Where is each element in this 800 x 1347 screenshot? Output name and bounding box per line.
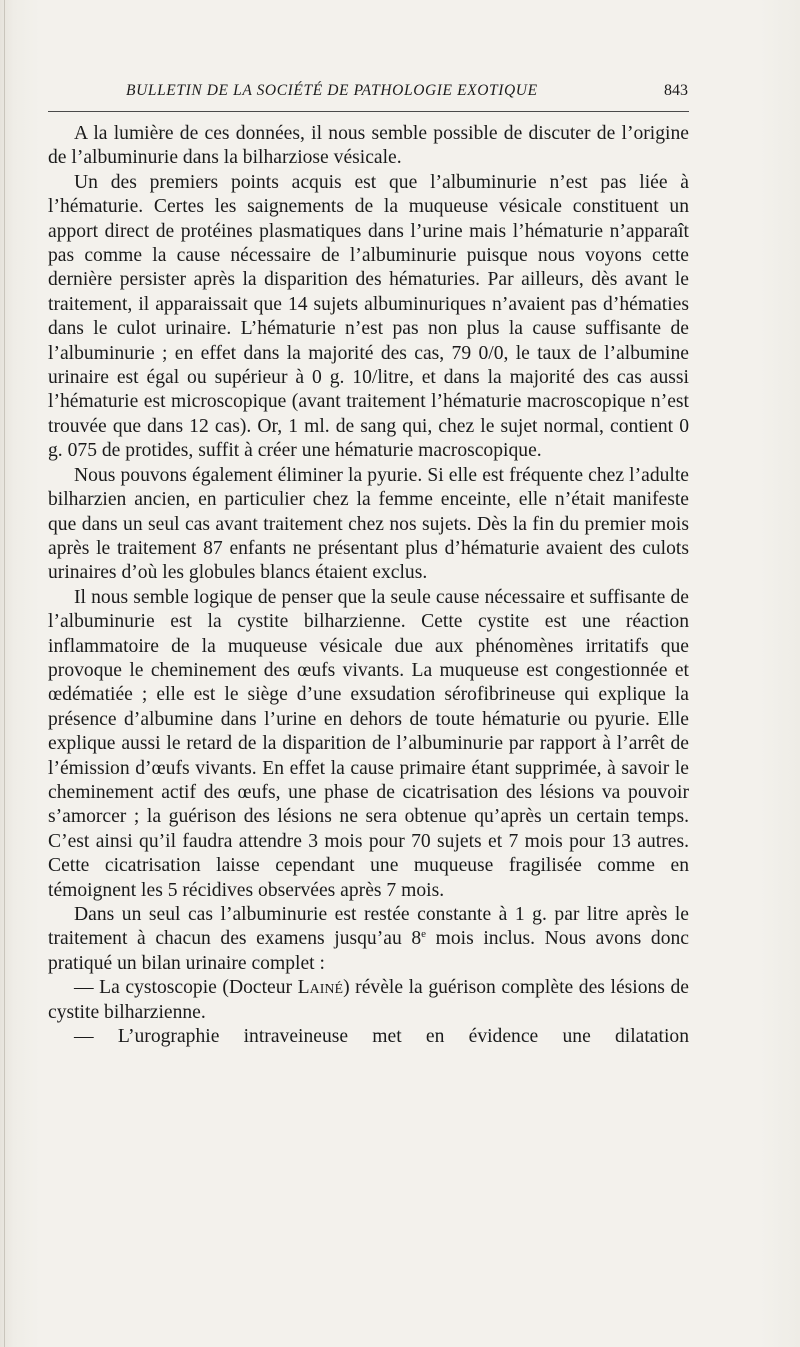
paragraph-text: mois inclus. Nous avons donc pratiqué un bilan urinaire complet : [48,928,689,974]
binding-gutter-line [4,0,5,1347]
ordinal-superscript: e [421,928,427,941]
paragraph-text: ) révèle la guérison complète des lésions de cystite bilharzienne. [48,977,690,1023]
author-name-small-caps: Lainé [297,977,344,999]
page-number: 843 [664,82,688,99]
running-header [48,82,688,104]
paragraph: A la lumière de ces données, il nous semble possible de discuter de l’origine de l’albuminurie dans la bilharziose vésicale. [48,123,689,169]
paragraph-text: Dans un seul cas l’albuminurie est restée constante à 1 g. par litre après le traitement à chacun des examens jusqu’au 8 [48,904,689,950]
paragraph: — L’urographie intraveineuse met en évidence une dilatation [74,1026,689,1048]
journal-running-title: BULLETIN DE LA SOCIÉTÉ DE PATHOLOGIE EXOTIQUE [126,82,538,99]
paragraph: Un des premiers points acquis est que l’albuminurie n’est pas liée à l’hématurie. Certes les saignements de la muqueuse vésicale constituent un apport direct de protéines plasmatiques dans l’urine mais l’hématurie n’apparaît pas comme la cause nécessaire de l’albuminurie puisque nous voyons cette dernière persister après la disparition des hématuries. Par ailleurs, dès avant le traitement, il apparaissait que 14 sujets albuminuriques n’avaient pas d’hématies dans le culot urinaire. L’hématurie n’est pas non plus la cause suffisante de l’albuminurie ; en effet dans la majorité des cas, 79 0/0, le taux de l’albumine urinaire est égal ou supérieur à 0 g. 10/litre, et dans la majorité des cas aussi l’hématurie est microscopique (avant traitement l’hématurie macroscopique n’est trouvée que dans 12 cas). Or, 1 ml. de sang qui, chez le sujet normal, contient 0 g. 075 de protides, suffit à créer une hématurie macroscopique. [48,171,689,462]
paragraph [48,903,689,976]
article-body [48,122,689,1049]
paragraph: Nous pouvons également éliminer la pyurie. Si elle est fréquente chez l’adulte bilharzien ancien, en particulier chez la femme enceinte, elle n’était manifeste que dans un seul cas avant traitement chez nos sujets. Dès la fin du premier mois après le traitement 87 enfants ne présentant plus d’hématurie avaient des culots urinaires d’où les globules blancs étaient exclus. [48,464,689,584]
header-rule [48,111,689,112]
paragraph [48,976,689,1025]
paragraph: Il nous semble logique de penser que la seule cause nécessaire et suffisante de l’albuminurie est la cystite bilharzienne. Cette cystite est une réaction inflammatoire de la muqueuse vésicale due aux phénomènes irritatifs que provoque le cheminement des œufs vivants. La muqueuse est congestionnée et œdématiée ; elle est le siège d’une exsudation sérofibrineuse qui explique la présence d’albumine dans l’urine en dehors de toute hématurie ou pyurie. Elle explique aussi le retard de la disparition de l’albuminurie par rapport à l’arrêt de l’émission d’œufs vivants. En effet la cause primaire étant supprimée, à savoir le cheminement actif des œufs, une phase de cicatrisation des lésions va pouvoir s’amorcer ; la guérison des lésions ne sera obtenue qu’après un certain temps. C’est ainsi qu’il faudra attendre 3 mois pour 70 sujets et 7 mois pour 13 autres. Cette cicatrisation laisse cependant une muqueuse fragilisée comme en témoignent les 5 récidives observées après 7 mois. [48,586,689,901]
paragraph-text: — La cystoscopie (Docteur [74,977,298,999]
